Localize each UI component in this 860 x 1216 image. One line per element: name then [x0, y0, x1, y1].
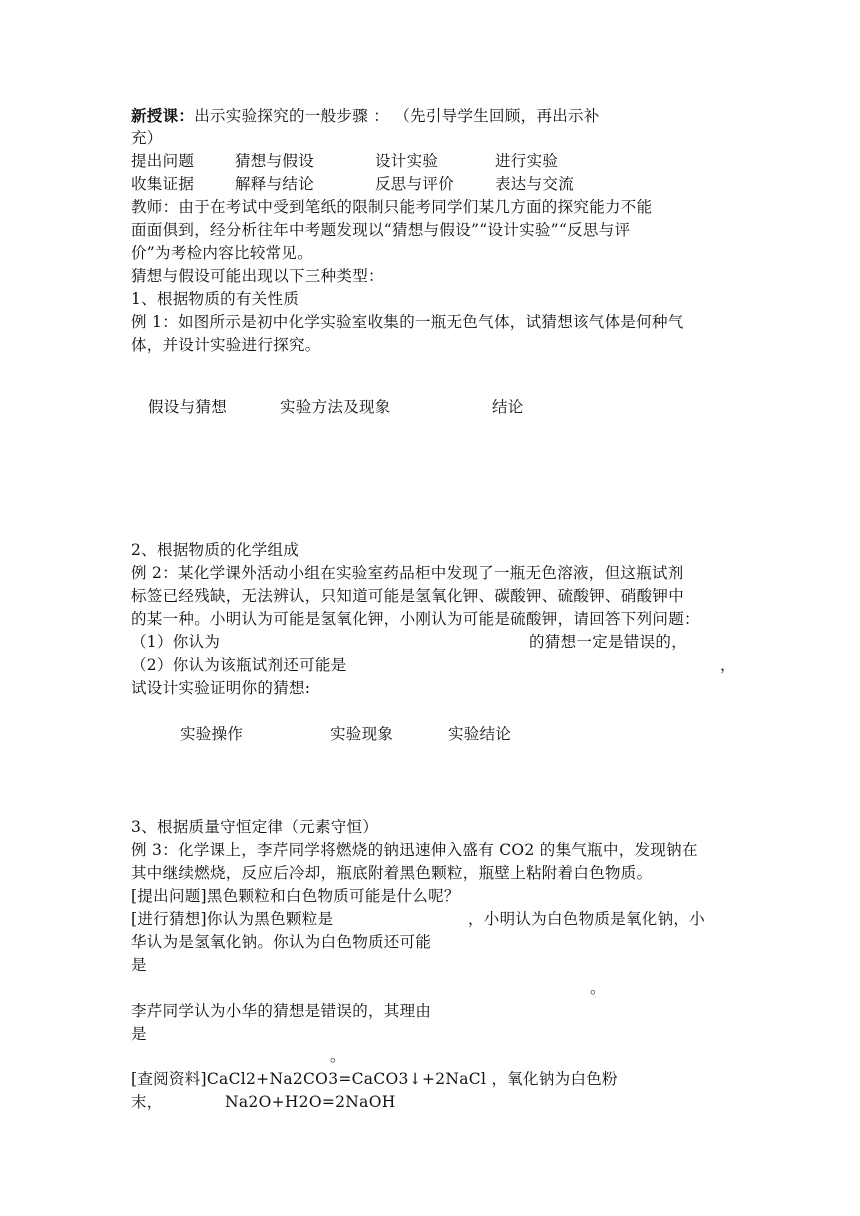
step-item: 收集证据: [131, 175, 195, 193]
table-2-header: 实验操作: [180, 725, 244, 743]
step-item: 解释与结论: [235, 175, 315, 193]
step-item: 设计实验: [375, 152, 439, 170]
step-item: 猜想与假设: [235, 152, 315, 170]
section-1-title: 1、根据物质的有关性质: [131, 290, 300, 308]
example-2-line: 例 2：某化学课外活动小组在实验室药品柜中发现了一瓶无色溶液，但这瓶试剂: [131, 564, 684, 582]
intro-line: [131, 106, 600, 126]
question-2-start: （2）你认为该瓶试剂还可能是: [131, 656, 347, 674]
period-mark: 。: [590, 979, 606, 997]
step-item: 进行实验: [495, 152, 559, 170]
example-3-line: 其中继续燃烧，反应后冷却，瓶底附着黑色颗粒，瓶壁上粘附着白色物质。: [131, 864, 653, 882]
section-2-title: 2、根据物质的化学组成: [131, 541, 300, 559]
intro-text-cont: 充）: [131, 129, 163, 147]
step-item: 提出问题: [131, 152, 195, 170]
teacher-text-line: 面面俱到，经分析往年中考题发现以“猜想与假设”“设计实验”“反思与评: [131, 221, 631, 239]
reference-equation: Na2O+H2O=2NaOH: [225, 1093, 396, 1111]
step-item: 反思与评价: [375, 175, 455, 193]
example-1-line: 例 1：如图所示是初中化学实验室收集的一瓶无色气体，试猜想该气体是何种气: [131, 313, 684, 331]
example-2-line: 的某一种。小明认为可能是氢氧化钾，小刚认为可能是硫酸钾，请回答下列问题：: [131, 610, 700, 628]
reference-line-1: [查阅资料]CaCl2+Na2CO3=CaCO3↓+2NaCl ，氧化钠为白色粉: [131, 1070, 618, 1088]
new-lesson-label: 新授课：: [131, 106, 195, 125]
table-1-header: 结论: [492, 398, 524, 416]
reference-line-2-start: 末，: [131, 1093, 163, 1111]
example-1-line: 体，并设计实验进行探究。: [131, 336, 321, 354]
reason-line-1: 李芹同学认为小华的猜想是错误的，其理由: [131, 1002, 432, 1020]
teacher-text-line: 价”为考检内容比较常见。: [131, 244, 314, 262]
intro-text: 出示实验探究的一般步骤 ： （先引导学生回顾，再出示补: [194, 107, 600, 125]
types-intro: 猜想与假设可能出现以下三种类型：: [131, 267, 384, 285]
step-item: 表达与交流: [495, 175, 575, 193]
example-2-line: 标签已经残缺，无法辨认，只知道可能是氢氧化钾、碳酸钾、硫酸钾、硝酸钾中: [131, 587, 685, 605]
question-1-start: （1）你认为: [131, 633, 221, 651]
example-3-line: [提出问题]黑色颗粒和白色物质可能是什么呢？: [131, 887, 460, 905]
table-2-header: 实验现象: [330, 725, 394, 743]
guess-line-2: 华认为是氢氧化钠。你认为白色物质还可能: [131, 933, 432, 951]
teacher-text-line: 教师：由于在考试中受到笔纸的限制只能考同学们某几方面的探究能力不能: [131, 198, 653, 216]
table-1-header: 假设与猜想: [148, 398, 228, 416]
question-1-end: 的猜想一定是错误的，: [529, 633, 688, 651]
period-mark: 。: [330, 1047, 346, 1065]
table-2-header: 实验结论: [448, 725, 512, 743]
guess-line-end: ，小明认为白色物质是氧化钠，小: [468, 910, 706, 928]
example-3-line: 例 3：化学课上，李芹同学将燃烧的钠迅速伸入盛有 CO2 的集气瓶中，发现钠在: [131, 841, 698, 859]
guess-line-3: 是: [131, 956, 147, 974]
table-1-header: 实验方法及现象: [280, 398, 391, 416]
reason-line-2: 是: [131, 1025, 147, 1043]
guess-line-start: [进行猜想]你认为黑色颗粒是: [131, 910, 334, 928]
design-instruction: 试设计实验证明你的猜想:: [131, 679, 311, 697]
section-3-title: 3、根据质量守恒定律（元素守恒）: [131, 818, 379, 836]
question-2-end: ，: [720, 656, 736, 674]
